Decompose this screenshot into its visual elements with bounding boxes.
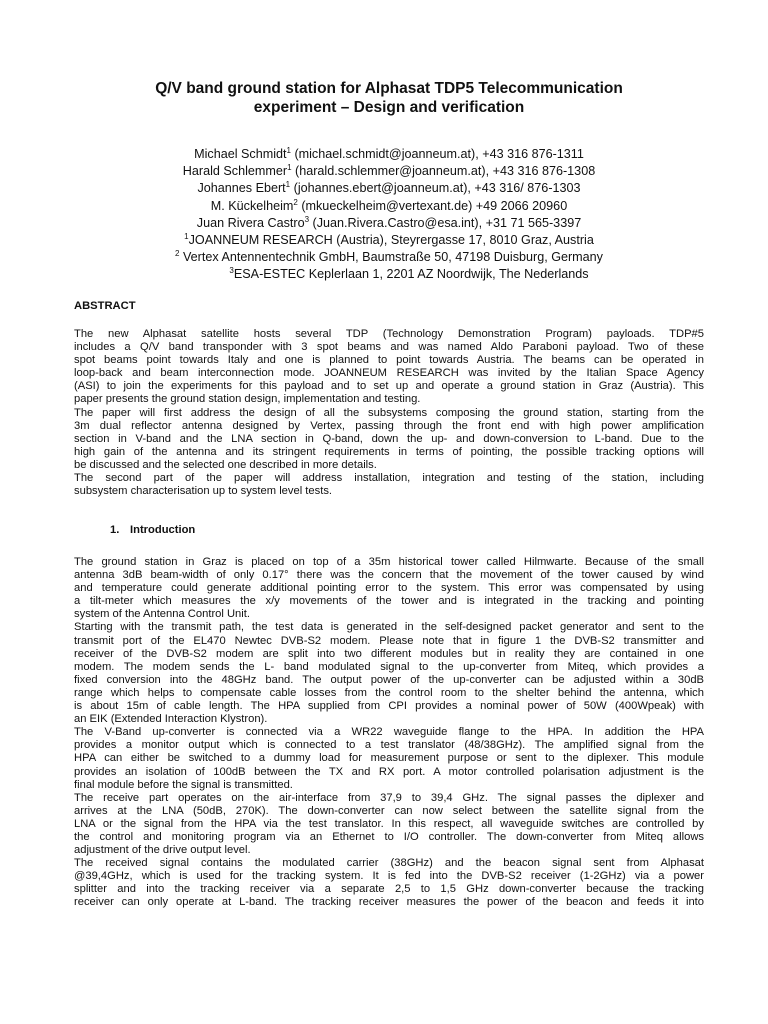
text-line: fixed conversion into the 48GHz band. The output power of the up-converter can be adjusted within a 30dB [74,673,704,686]
text-line: spot beams point towards Italy and one is planned to point towards Austria. The beams can be operated in [74,354,704,367]
title-line: Q/V band ground station for Alphasat TDP5 Telecommunication [155,80,623,97]
text-line: transmit port of the EL470 Newtec DVB-S2 modem. Please note that in figure 1 the DVB-S2 transmitter and [74,634,704,647]
affiliation-marker: 2 [175,249,180,259]
author-line [74,198,704,215]
affiliation-marker: 3 [304,214,310,224]
text-line: paper presents the ground station design, implementation and testing. [74,393,421,406]
author-line [74,180,704,197]
affiliation-text: Vertex Antennentechnik GmbH, Baumstraße 50, 47198 Duisburg, Germany [179,250,603,265]
paper-title [74,79,704,117]
affiliation-line [74,249,704,266]
affiliation-text: JOANNEUM RESEARCH (Austria), Steyrergasse 17, 8010 Graz, Austria [188,233,594,248]
text-line: final module before the signal is transmitted. [74,778,293,791]
text-line: provides a monitor output which is connected to a test translator (48/38GHz). The amplified signal from the [74,739,704,752]
text-line: provides an isolation of 100dB between the TX and RX port. A motor controlled polarisation adjustment is the [74,765,704,778]
text-line: subsystem characterisation up to system level tests. [74,485,333,498]
author-name: M. Kückelheim [210,198,294,213]
text-line: LNA or the signal from the HPA via the test translator. In this respect, all waveguide switches are controlled by [74,817,704,830]
author-list [74,146,704,284]
text-line: includes a Q/V band transponder with 3 spot beams and was named Aldo Paraboni payload. Two of these [74,341,704,354]
text-line: HPA can either be switched to a dummy load for measurement purpose or sent to the diplexer. This module [74,752,704,765]
affiliation-marker: 1 [285,180,291,190]
text-line: The paper will first address the design of all the subsystems composing the ground station, starting from the [74,406,704,419]
text-line: system of the Antenna Control Unit. [74,608,250,621]
author-contact: (johannes.ebert@joanneum.at), +43 316/ 876-1303 [290,181,581,196]
text-line: The second part of the paper will address installation, integration and testing of the station, including [74,472,704,485]
section-heading-introduction [110,524,195,536]
text-line: Starting with the transmit path, the test data is generated in the self-designed packet generator and sent to the [74,621,704,634]
author-contact: (harald.schlemmer@joanneum.at), +43 316 876-1308 [291,164,596,179]
text-line: section in V-band and the LNA section in Q-band, down the up- and down-conversion to L-band. Due to the [74,432,704,445]
text-line: @39,4GHz, which is used for the tracking system. It is fed into the DVB-S2 receiver (1-2GHz) via a power [74,870,704,883]
text-line: The ground station in Graz is placed on top of a 35m historical tower called Hilmwarte. Because of the small [74,556,704,568]
text-line: range which helps to compensate cable losses from the control room to the shelter behind the antenna, which [74,686,704,699]
text-line: receiver of the DVB-S2 modem are split into two different modules but in reality they are contained in one [74,647,704,660]
text-line: is about 15m of cable length. The HPA supplied from CPI provides a nominal power of 50W (400Wpeak) with [74,700,704,713]
text-line: (ASI) to join the experiments for this payload and to set up and operate a ground station in Graz (Austria). This [74,380,704,393]
affiliation-marker: 1 [287,163,292,173]
section-number: 1. [110,524,120,536]
text-line: loop-back and beam interconnection mode. JOANNEUM RESEARCH was invited by the Italian Space Agency [74,367,704,380]
text-line: the control and monitoring program via an Ethernet to I/O controller. The down-converter from Miteq allows [74,830,704,843]
text-line: adjustment of the drive output level. [74,844,251,857]
affiliation-text: ESA-ESTEC Keplerlaan 1, 2201 AZ Noordwijk, The Nederlands [233,267,589,282]
affiliation-marker: 1 [286,145,291,155]
text-line: 3m dual reflector antenna designed by Vertex, passing through the front end with high power amplification [74,419,704,432]
affiliation-marker: 1 [184,231,189,241]
affiliation-marker: 3 [229,266,234,276]
author-contact: (mkueckelheim@vertexant.de) +49 2066 20960 [297,198,568,213]
text-line: modem. The modem sends the L- band modulated signal to the up-converter from Miteq, which provides a [74,660,704,673]
text-line: receiver can only operate at L-band. The tracking receiver measures the power of the beacon and feeds it into [74,896,704,909]
text-line: antenna 3dB beam-width of only 0.17° there was the concern that the movement of the tower caused by wind [74,569,704,582]
text-line: The V-Band up-converter is connected via a WR22 waveguide flange to the HPA. In addition the HPA [74,726,704,739]
author-contact: (Juan.Rivera.Castro@esa.int), +31 71 565-3397 [309,215,582,230]
text-line: The received signal contains the modulated carrier (38GHz) and the beacon signal sent from Alphasat [74,857,704,870]
text-line: The new Alphasat satellite hosts several TDP (Technology Demonstration Program) payloads. TDP#5 [74,328,704,340]
text-line: and temperature could generate additional pointing error to the system. This error was compensated by using [74,582,704,595]
text-line: an EIK (Extended Interaction Klystron). [74,713,268,726]
author-name: Juan Rivera Castro [196,215,305,230]
text-line: splitter and into the tracking receiver via a separate 2,5 to 1,5 GHz down-converter because the tracking [74,883,704,896]
author-name: Harald Schlemmer [182,164,288,179]
text-line: arrives at the LNA (50dB, 270K). The down-converter can now select between the satellite signal from the [74,804,704,817]
abstract-heading: ABSTRACT [74,300,136,312]
abstract-body [74,328,704,498]
author-name: Johannes Ebert [197,181,286,196]
text-line: be discussed and the selected one described in more details. [74,458,377,471]
affiliation-line [74,232,704,249]
text-line: high gain of the antenna and its stringent requirements in terms of pointing, the possible tracking options will [74,445,704,458]
author-contact: (michael.schmidt@joanneum.at), +43 316 876-1311 [290,147,584,161]
author-line [74,163,704,180]
title-line: experiment – Design and verification [253,99,525,116]
author-name: Michael Schmidt [194,147,287,161]
introduction-body [74,556,704,910]
affiliation-marker: 2 [293,197,298,207]
text-line: a tilt-meter which measures the x/y movements of the tower and is integrated in the tracking and pointing [74,595,704,608]
author-line [74,215,704,232]
affiliation-line [74,266,704,283]
author-line [74,146,704,163]
section-title: Introduction [130,524,196,536]
text-line: The receive part operates on the air-interface from 37,9 to 39,4 GHz. The signal passes the diplexer and [74,791,704,804]
